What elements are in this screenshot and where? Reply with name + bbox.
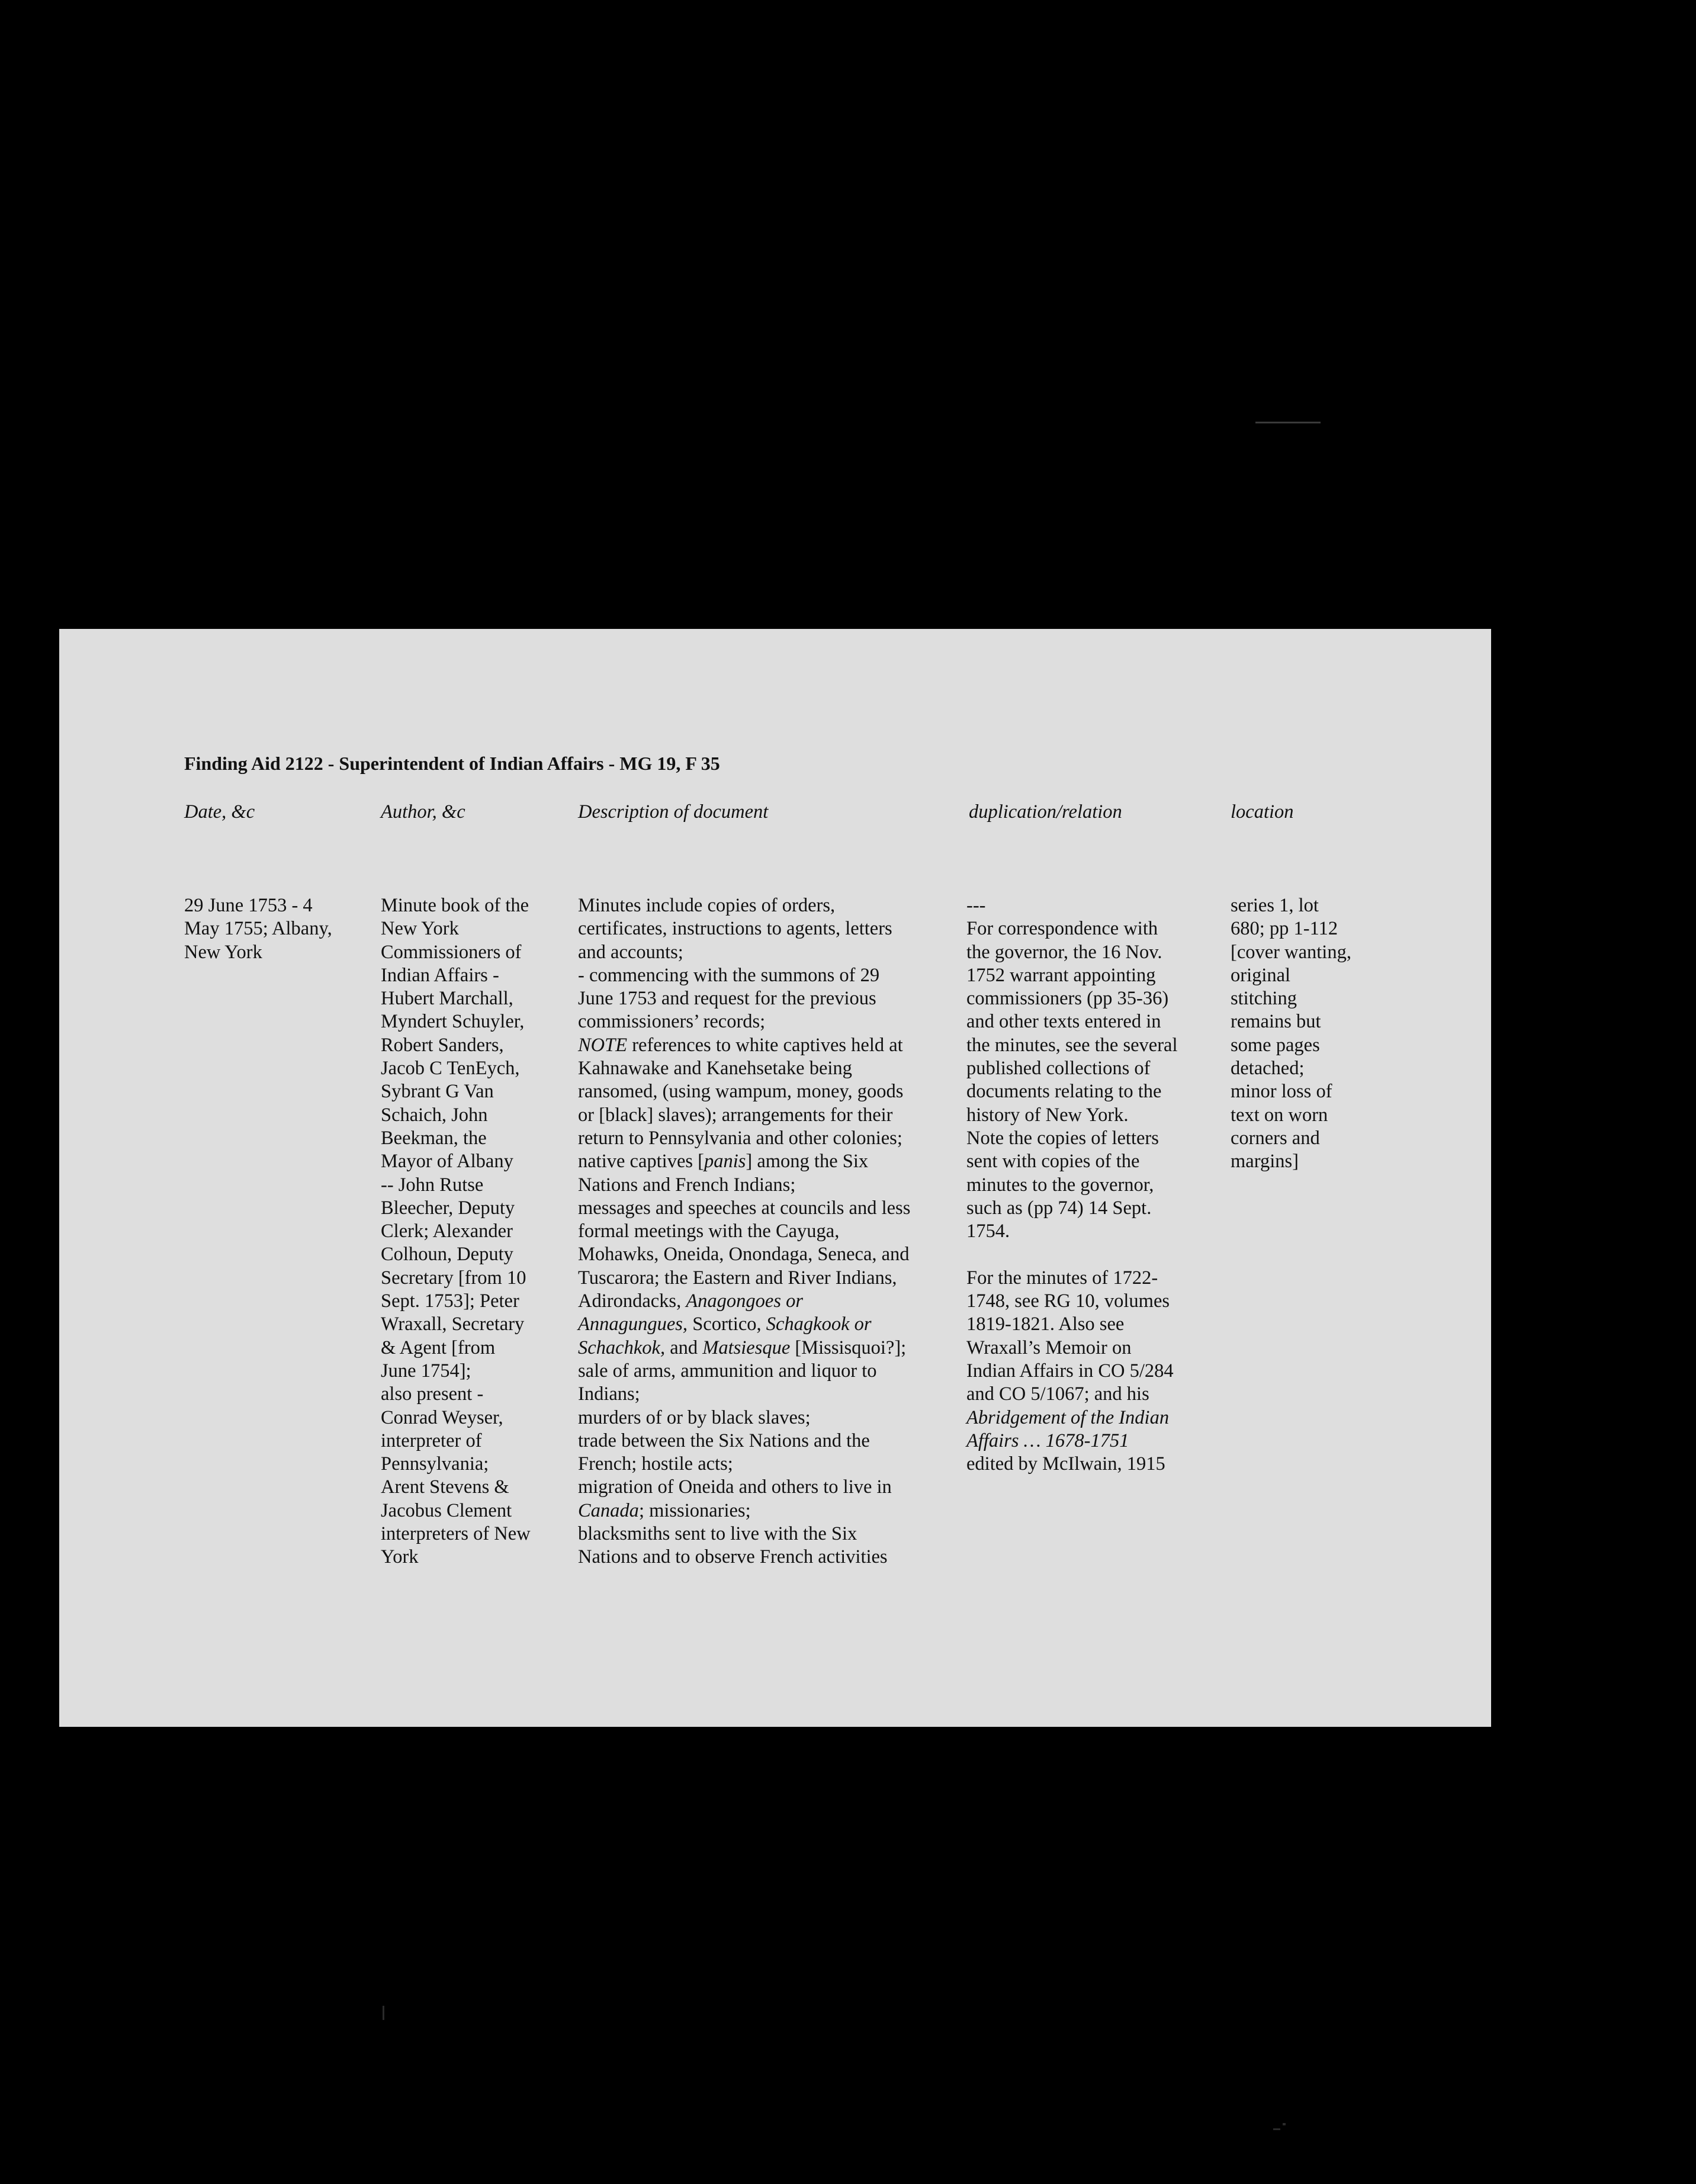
document-page [59, 629, 1491, 1727]
text-line [966, 1127, 1177, 1150]
text-run: references to white captives held at [627, 1034, 903, 1056]
text-line: -- John Rutse [381, 1174, 484, 1196]
text-line [578, 1010, 910, 1033]
text-run: edited by McIlwain, 1915 [966, 1453, 1165, 1475]
text-run: messages and speeches at councils and less [578, 1197, 911, 1219]
text-run: Mohawks, Oneida, Onondaga, Seneca, and [578, 1244, 910, 1266]
text-line: Myndert Schuyler, [381, 1011, 525, 1033]
text-run: and [665, 1337, 703, 1358]
text-line: Secretary [from 10 [381, 1267, 526, 1289]
text-line [578, 1243, 910, 1266]
text-run: French; hostile acts; [578, 1453, 733, 1475]
text-line [966, 1010, 1177, 1033]
text-line: also present - [381, 1383, 484, 1405]
text-line: Jacob C TenEych, [381, 1058, 520, 1080]
text-line: detached; [1231, 1058, 1305, 1080]
text-run: ] among the Six [746, 1151, 869, 1173]
text-line: 680; pp 1-112 [1231, 918, 1338, 940]
text-run: For the minutes of 1722- [966, 1267, 1158, 1289]
text-line: Pennsylvania; [381, 1453, 489, 1475]
text-line: May 1755; Albany, [184, 918, 332, 940]
text-line [966, 1267, 1177, 1290]
text-line: Indian Affairs - [381, 964, 499, 986]
text-run: For correspondence with [966, 918, 1158, 940]
text-line [966, 1080, 1177, 1103]
text-run: ransomed, (using wampum, money, goods [578, 1081, 904, 1103]
italic-text: Schagkook or [766, 1313, 872, 1335]
text-run: such as (pp 74) 14 Sept. [966, 1197, 1152, 1219]
text-run: history of New York. [966, 1104, 1129, 1126]
text-line [966, 1406, 1177, 1430]
text-line [966, 1150, 1177, 1173]
text-line: text on worn [1231, 1104, 1328, 1126]
text-line: Bleecher, Deputy [381, 1197, 515, 1219]
text-line [966, 1104, 1177, 1127]
finding-aid-sheet [59, 629, 1491, 1727]
text-line [578, 1057, 910, 1080]
text-line: interpreters of New [381, 1523, 531, 1545]
italic-text: Matsiesque [702, 1337, 791, 1358]
text-line [578, 1150, 910, 1173]
text-line: New York [381, 918, 459, 940]
text-line: Mayor of Albany [381, 1151, 513, 1173]
text-line [966, 1430, 1177, 1453]
text-run: migration of Oneida and others to live in [578, 1476, 892, 1498]
text-run: Nations and French Indians; [578, 1174, 796, 1196]
text-line [966, 1243, 1177, 1266]
text-line [578, 917, 910, 940]
text-line [966, 1453, 1177, 1476]
text-run: Note the copies of letters [966, 1127, 1159, 1149]
column-header-location: location [1231, 801, 1294, 823]
text-line: Commissioners of [381, 941, 522, 963]
text-run: commissioners (pp 35-36) [966, 988, 1169, 1010]
text-run: formal meetings with the Cayuga, [578, 1221, 840, 1242]
text-line [966, 1290, 1177, 1313]
text-run: - commencing with the summons of 29 [578, 964, 880, 986]
text-line [578, 1220, 910, 1243]
text-line [578, 1104, 910, 1127]
text-run: sent with copies of the [966, 1151, 1140, 1173]
text-line: series 1, lot [1231, 895, 1319, 916]
text-line [578, 1267, 910, 1290]
text-line [966, 1360, 1177, 1383]
text-run: [Missisquoi?]; [790, 1337, 907, 1358]
text-line [578, 1034, 910, 1057]
text-line: Beekman, the [381, 1127, 487, 1149]
text-run: sale of arms, ammunition and liquor to [578, 1360, 877, 1382]
text-line [966, 1383, 1177, 1406]
text-line [578, 1453, 910, 1476]
text-run: and accounts; [578, 941, 683, 963]
column-header-date: Date, &c [184, 801, 255, 823]
italic-text: Affairs … 1678-1751 [966, 1430, 1129, 1451]
text-run: ; missionaries; [638, 1499, 751, 1521]
text-run: Indian Affairs in CO 5/284 [966, 1360, 1174, 1382]
italic-text: panis [704, 1151, 746, 1173]
italic-text: NOTE [578, 1034, 628, 1056]
text-run: 1752 warrant appointing [966, 964, 1156, 986]
text-line: remains but [1231, 1011, 1321, 1033]
text-line [966, 941, 1177, 964]
entry-duplication-cell [966, 894, 1177, 1476]
text-line: Sept. 1753]; Peter [381, 1290, 519, 1312]
text-line [966, 987, 1177, 1010]
text-run: certificates, instructions to agents, letters [578, 918, 892, 940]
text-run: and other texts entered in [966, 1011, 1161, 1033]
text-line [578, 1080, 910, 1103]
text-line [578, 1360, 910, 1383]
text-line: York [381, 1546, 419, 1568]
entry-description-cell [578, 894, 910, 1569]
italic-text: Anagongoes or [686, 1290, 804, 1312]
text-line [966, 964, 1177, 987]
text-line: Minute book of the [381, 895, 529, 916]
text-line: Conrad Weyser, [381, 1406, 503, 1428]
text-line [966, 917, 1177, 940]
text-run: documents relating to the [966, 1081, 1162, 1103]
text-run: minutes to the governor, [966, 1174, 1154, 1196]
text-run: Adirondacks, [578, 1290, 686, 1312]
text-line [578, 1476, 910, 1499]
text-line: minor loss of [1231, 1081, 1332, 1103]
italic-text: Abridgement of the Indian [966, 1406, 1170, 1428]
text-line: Clerk; Alexander [381, 1221, 513, 1242]
text-run: Scortico, [688, 1313, 766, 1335]
text-line: interpreter of [381, 1430, 482, 1451]
text-line [578, 1499, 910, 1523]
italic-text: Schachkok, [578, 1337, 666, 1358]
text-line: [cover wanting, [1231, 941, 1351, 963]
text-line [578, 1197, 910, 1220]
text-line: June 1754]; [381, 1360, 471, 1382]
text-line: margins] [1231, 1151, 1299, 1173]
text-run: blacksmiths sent to live with the Six [578, 1523, 857, 1545]
text-line [578, 1313, 910, 1336]
text-run: --- [966, 895, 986, 916]
finding-aid-title: Finding Aid 2122 - Superintendent of Indian Affairs - MG 19, F 35 [184, 753, 720, 774]
text-line [966, 1337, 1177, 1360]
text-line [578, 1406, 910, 1430]
text-run: Tuscarora; the Eastern and River Indians, [578, 1267, 897, 1289]
entry-location-cell [1231, 894, 1351, 1174]
italic-text: Canada [578, 1499, 639, 1521]
text-line [966, 1197, 1177, 1220]
text-line [578, 1523, 910, 1546]
text-line [578, 964, 910, 987]
text-line: some pages [1231, 1034, 1320, 1056]
text-run: Minutes include copies of orders, [578, 895, 836, 916]
text-run: published collections of [966, 1058, 1151, 1080]
text-line [578, 1383, 910, 1406]
text-line: Sybrant G Van [381, 1081, 494, 1103]
text-run: Nations and to observe French activities [578, 1546, 888, 1568]
column-header-description: Description of document [578, 801, 769, 823]
text-run: commissioners’ records; [578, 1011, 766, 1033]
text-run: trade between the Six Nations and the [578, 1430, 870, 1451]
text-line: 29 June 1753 - 4 [184, 895, 313, 916]
text-line: Schaich, John [381, 1104, 488, 1126]
text-run: Wraxall’s Memoir on [966, 1337, 1132, 1358]
text-line: stitching [1231, 988, 1297, 1010]
text-line: & Agent [from [381, 1337, 496, 1358]
text-line [966, 1220, 1177, 1243]
text-run: Indians; [578, 1383, 640, 1405]
text-run: June 1753 and request for the previous [578, 988, 876, 1010]
text-run: 1819-1821. Also see [966, 1313, 1125, 1335]
text-line: Wraxall, Secretary [381, 1313, 525, 1335]
text-run: and CO 5/1067; and his [966, 1383, 1149, 1405]
text-line: Robert Sanders, [381, 1034, 504, 1056]
text-run: murders of or by black slaves; [578, 1406, 811, 1428]
text-line: New York [184, 941, 262, 963]
column-header-author: Author, &c [381, 801, 465, 823]
text-line [966, 1034, 1177, 1057]
text-line: Jacobus Clement [381, 1499, 512, 1521]
text-run: or [black] slaves); arrangements for their [578, 1104, 893, 1126]
text-line [578, 1127, 910, 1150]
text-line [966, 1174, 1177, 1197]
text-run: return to Pennsylvania and other colonies; [578, 1127, 902, 1149]
column-header-duplication: duplication/relation [969, 801, 1122, 823]
text-run: 1754. [966, 1221, 1010, 1242]
text-line [578, 941, 910, 964]
text-run: native captives [ [578, 1151, 704, 1173]
text-line [578, 1546, 910, 1569]
text-line [578, 1337, 910, 1360]
text-line: original [1231, 964, 1291, 986]
text-line: Colhoun, Deputy [381, 1244, 513, 1266]
text-line [966, 1313, 1177, 1336]
text-line [966, 1057, 1177, 1080]
text-line [578, 987, 910, 1010]
italic-text: Annagungues, [578, 1313, 688, 1335]
text-line: Arent Stevens & [381, 1476, 509, 1498]
text-line [966, 894, 1177, 917]
text-line [578, 1290, 910, 1313]
text-run: 1748, see RG 10, volumes [966, 1290, 1170, 1312]
text-run: the governor, the 16 Nov. [966, 941, 1162, 963]
text-line [578, 1174, 910, 1197]
entry-date-cell [184, 894, 332, 964]
text-run: Kahnawake and Kanehsetake being [578, 1058, 852, 1080]
text-line [578, 1430, 910, 1453]
text-line [578, 894, 910, 917]
text-line: Hubert Marchall, [381, 988, 513, 1010]
entry-author-cell [381, 894, 531, 1569]
text-run: the minutes, see the several [966, 1034, 1178, 1056]
text-line: corners and [1231, 1127, 1320, 1149]
